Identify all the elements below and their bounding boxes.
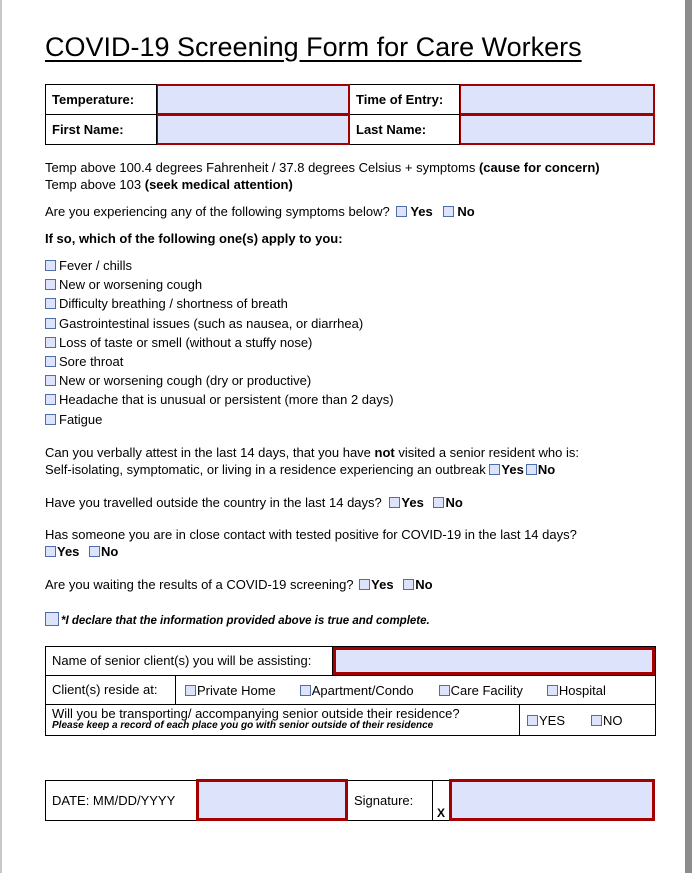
symptom-checkbox[interactable] xyxy=(45,298,56,309)
client-transport-row xyxy=(46,705,656,736)
transport-yes-label: YES xyxy=(539,712,566,728)
contact-no-label: No xyxy=(101,544,119,559)
symptom-label: Sore throat xyxy=(59,354,124,369)
symptoms-no-checkbox[interactable] xyxy=(443,206,454,217)
contact-question-text: Has someone you are in close contact with tested positive for COVID-19 in the last 14 days? xyxy=(45,527,577,542)
client-reside-label: Client(s) reside at: xyxy=(46,676,176,704)
waiting-no-checkbox[interactable] xyxy=(403,579,414,590)
symptoms-yes-label: Yes xyxy=(410,204,433,219)
symptom-item-cough-dry xyxy=(45,373,311,388)
attest-no-label: No xyxy=(537,462,556,477)
personal-info-table xyxy=(45,84,655,145)
signature-label: Signature: xyxy=(347,780,433,820)
symptom-checkbox[interactable] xyxy=(45,318,56,329)
symptom-checkbox[interactable] xyxy=(45,394,56,405)
reside-option-label: Care Facility xyxy=(450,682,523,698)
waiting-question xyxy=(45,577,433,592)
symptom-label: Headache that is unusual or persistent (more than 2 days) xyxy=(59,392,394,407)
signature-field[interactable] xyxy=(450,780,654,820)
symptom-item-fatigue xyxy=(45,412,102,427)
reside-option-private-home xyxy=(185,683,276,698)
symptom-label: Gastrointestinal issues (such as nausea, or diarrhea) xyxy=(59,316,364,331)
temp-note-text-1: Temp above 100.4 degrees Fahrenheit / 37.8 degrees Celsius + symptoms xyxy=(45,160,479,175)
waiting-question-text: Are you waiting the results of a COVID-19 screening? xyxy=(45,577,354,592)
symptom-checkbox[interactable] xyxy=(45,260,56,271)
time-of-entry-label: Time of Entry: xyxy=(350,85,460,115)
attest-text-b: visited a senior resident who is: xyxy=(394,445,580,460)
temp-note-bold-2: (seek medical attention) xyxy=(144,177,293,192)
reside-checkbox[interactable] xyxy=(300,685,311,696)
reside-checkbox[interactable] xyxy=(439,685,450,696)
window-left-edge xyxy=(0,0,2,873)
waiting-yes-checkbox[interactable] xyxy=(359,579,370,590)
travel-yes-label: Yes xyxy=(401,495,424,510)
transport-yes-checkbox[interactable] xyxy=(527,715,538,726)
symptom-label: Fever / chills xyxy=(59,258,132,273)
contact-no-checkbox[interactable] xyxy=(89,546,100,557)
symptoms-no-label: No xyxy=(457,204,475,219)
reside-option-label: Hospital xyxy=(558,682,606,698)
contact-question-answers xyxy=(45,544,118,559)
client-reside-row xyxy=(46,676,656,705)
transport-answers xyxy=(520,705,623,735)
last-name-label: Last Name: xyxy=(350,115,460,145)
temp-note-line-1 xyxy=(45,160,600,175)
signature-x-mark: X xyxy=(433,780,451,820)
reside-option-hospital xyxy=(547,683,606,698)
last-name-field[interactable] xyxy=(460,115,655,145)
attest-question-line-2 xyxy=(45,462,555,477)
reside-option-label: Apartment/Condo xyxy=(311,682,414,698)
travel-question-text: Have you travelled outside the country in the last 14 days? xyxy=(45,495,382,510)
attest-yes-label: Yes xyxy=(501,462,524,477)
travel-no-checkbox[interactable] xyxy=(433,497,444,508)
attest-no-checkbox[interactable] xyxy=(526,464,537,475)
symptom-item-fever xyxy=(45,258,132,273)
page-title: COVID-19 Screening Form for Care Workers xyxy=(45,32,582,62)
first-name-label: First Name: xyxy=(46,115,157,145)
client-name-row xyxy=(46,647,656,676)
reside-option-label: Private Home xyxy=(197,682,276,698)
attest-question-line-1 xyxy=(45,445,579,460)
transport-no-label: NO xyxy=(603,712,623,728)
date-signature-table xyxy=(45,779,655,821)
transport-note: Please keep a record of each place you go with senior outside of their residence xyxy=(52,720,434,731)
symptom-item-cough xyxy=(45,277,202,292)
temperature-field[interactable] xyxy=(157,85,350,115)
travel-no-label: No xyxy=(445,495,463,510)
contact-yes-label: Yes xyxy=(57,544,80,559)
attest-text-line2: Self-isolating, symptomatic, or living in a residence experiencing an outbreak xyxy=(45,462,486,477)
reside-checkbox[interactable] xyxy=(547,685,558,696)
temp-note-line-2 xyxy=(45,177,293,192)
attest-text-a: Can you verbally attest in the last 14 days, that you have xyxy=(45,445,375,460)
contact-question-line-1 xyxy=(45,527,577,542)
date-label: DATE: MM/DD/YYYY xyxy=(46,780,198,820)
declaration-checkbox[interactable] xyxy=(45,612,59,626)
travel-question xyxy=(45,495,463,510)
transport-no-checkbox[interactable] xyxy=(591,715,602,726)
declaration xyxy=(45,612,430,627)
temp-note-bold-1: (cause for concern) xyxy=(478,160,600,175)
date-field[interactable] xyxy=(197,780,347,820)
symptom-item-breathing xyxy=(45,296,288,311)
attest-text-bold: not xyxy=(374,445,395,460)
symptom-checkbox[interactable] xyxy=(45,279,56,290)
waiting-no-label: No xyxy=(415,577,433,592)
symptom-item-sore-throat xyxy=(45,354,123,369)
symptom-label: Difficulty breathing / shortness of breath xyxy=(59,296,288,311)
reside-option-apartment xyxy=(300,683,414,698)
reside-option-care-facility xyxy=(439,683,523,698)
symptom-label: New or worsening cough (dry or productive) xyxy=(59,373,312,388)
client-name-label: Name of senior client(s) you will be assisting: xyxy=(46,647,333,675)
transport-question-cell xyxy=(46,705,520,735)
symptom-label: Fatigue xyxy=(59,412,103,427)
symptom-checkbox[interactable] xyxy=(45,414,56,425)
symptom-checkbox[interactable] xyxy=(45,375,56,386)
symptom-item-taste-smell xyxy=(45,335,312,350)
symptoms-heading: If so, which of the following one(s) apply to you: xyxy=(45,231,343,246)
client-info-table xyxy=(45,646,656,736)
declaration-text: *I declare that the information provided above is true and complete. xyxy=(61,615,430,627)
reside-checkbox[interactable] xyxy=(185,685,196,696)
symptoms-yes-checkbox[interactable] xyxy=(396,206,407,217)
temperature-label: Temperature: xyxy=(46,85,157,115)
symptom-label: New or worsening cough xyxy=(59,277,203,292)
symptom-item-gastro xyxy=(45,316,363,331)
symptom-checkbox[interactable] xyxy=(45,356,56,367)
symptom-checkbox[interactable] xyxy=(45,337,56,348)
attest-yes-checkbox[interactable] xyxy=(489,464,500,475)
symptom-item-headache xyxy=(45,392,394,407)
waiting-yes-label: Yes xyxy=(371,577,394,592)
symptoms-question xyxy=(45,204,475,219)
client-name-field[interactable] xyxy=(333,647,655,675)
time-of-entry-field[interactable] xyxy=(460,85,655,115)
contact-yes-checkbox[interactable] xyxy=(45,546,56,557)
window-right-scrollbar-edge xyxy=(685,0,692,873)
temp-note-text-2: Temp above 103 xyxy=(45,177,145,192)
travel-yes-checkbox[interactable] xyxy=(389,497,400,508)
transport-question: Will you be transporting/ accompanying senior outside their residence? xyxy=(52,706,460,721)
symptom-label: Loss of taste or smell (without a stuffy nose) xyxy=(59,335,313,350)
first-name-field[interactable] xyxy=(157,115,350,145)
symptoms-question-text: Are you experiencing any of the following symptoms below? xyxy=(45,204,390,219)
